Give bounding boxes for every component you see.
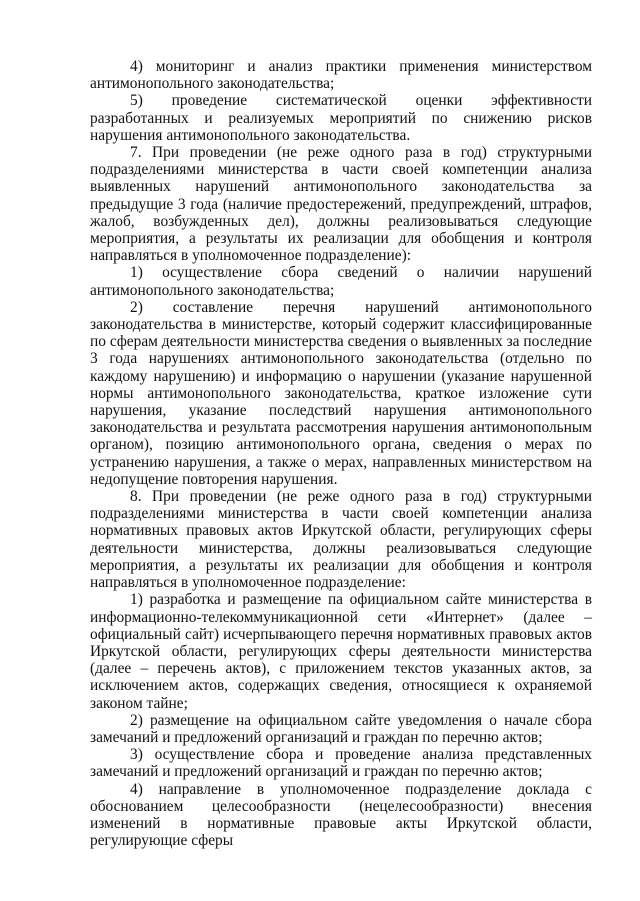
- paragraph-section-8-item-4: 4) направление в уполномоченное подразделение доклада с обоснованием целесообразности (нецелесообразности) внесения изменений в нормативные правовые акты Иркутской области, регулирующие сферы: [90, 780, 592, 850]
- paragraph-section-7: 7. При проведении (не реже одного раза в год) структурными подразделениями министерства в части своей компетенции анализа выявленных нарушений антимонопольного законодательства за предыдущие 3 года (наличие предостережений, предупреждений, штрафов, жалоб, возбужденных дел), должны реализовываться следующие мероприятия, а результаты их реализации для обобщения и контроля направляться в уполномоченное подразделение):: [90, 144, 592, 265]
- paragraph-item-4: 4) мониторинг и анализ практики применения министерством антимонопольного законодательства;: [90, 58, 592, 93]
- paragraph-section-7-item-1: 1) осуществление сбора сведений о наличии нарушений антимонопольного законодательства;: [90, 264, 592, 299]
- paragraph-section-8-item-2: 2) размещение на официальном сайте уведомления о начале сбора замечаний и предложений организаций и граждан по перечню актов;: [90, 711, 592, 746]
- paragraph-item-5: 5) проведение систематической оценки эффективности разработанных и реализуемых мероприятий по снижению рисков нарушения антимонопольного законодательства.: [90, 92, 592, 144]
- paragraph-section-8: 8. При проведении (не реже одного раза в год) структурными подразделениями министерства в части своей компетенции анализа нормативных правовых актов Иркутской области, регулирующих сферы деятельности министерства, должны реализовываться следующие мероприятия, а результаты их реализации для обобщения и контроля направляться в уполномоченное подразделение:: [90, 488, 592, 592]
- paragraph-section-8-item-1: 1) разработка и размещение па официальном сайте министерства в информационно-телекоммуникационной сети «Интернет» (далее – официальный сайт) исчерпывающего перечня нормативных правовых актов Иркутской области, регулирующих сферы деятельности министерства (далее – перечень актов), с приложением текстов указанных актов, за исключением актов, содержащих сведения, относящиеся к охраняемой законом тайне;: [90, 591, 592, 712]
- paragraph-section-7-item-2: 2) составление перечня нарушений антимонопольного законодательства в министерстве, который содержит классифицированные по сферам деятельности министерства сведения о выявленных за последние 3 года нарушениях антимонопольного законодательства (отдельно по каждому нарушению) и информацию о нарушении (указание нарушенной нормы антимонопольного законодательства, краткое изложение сути нарушения, указание последствий нарушения антимонопольного законодательства и результата рассмотрения нарушения антимонопольным органом), позицию антимонопольного органа, сведения о мерах по устранению нарушения, а также о мерах, направленных министерством на недопущение повторения нарушения.: [90, 298, 592, 488]
- paragraph-section-8-item-3: 3) осуществление сбора и проведение анализа представленных замечаний и предложений организаций и граждан по перечню актов;: [90, 746, 592, 781]
